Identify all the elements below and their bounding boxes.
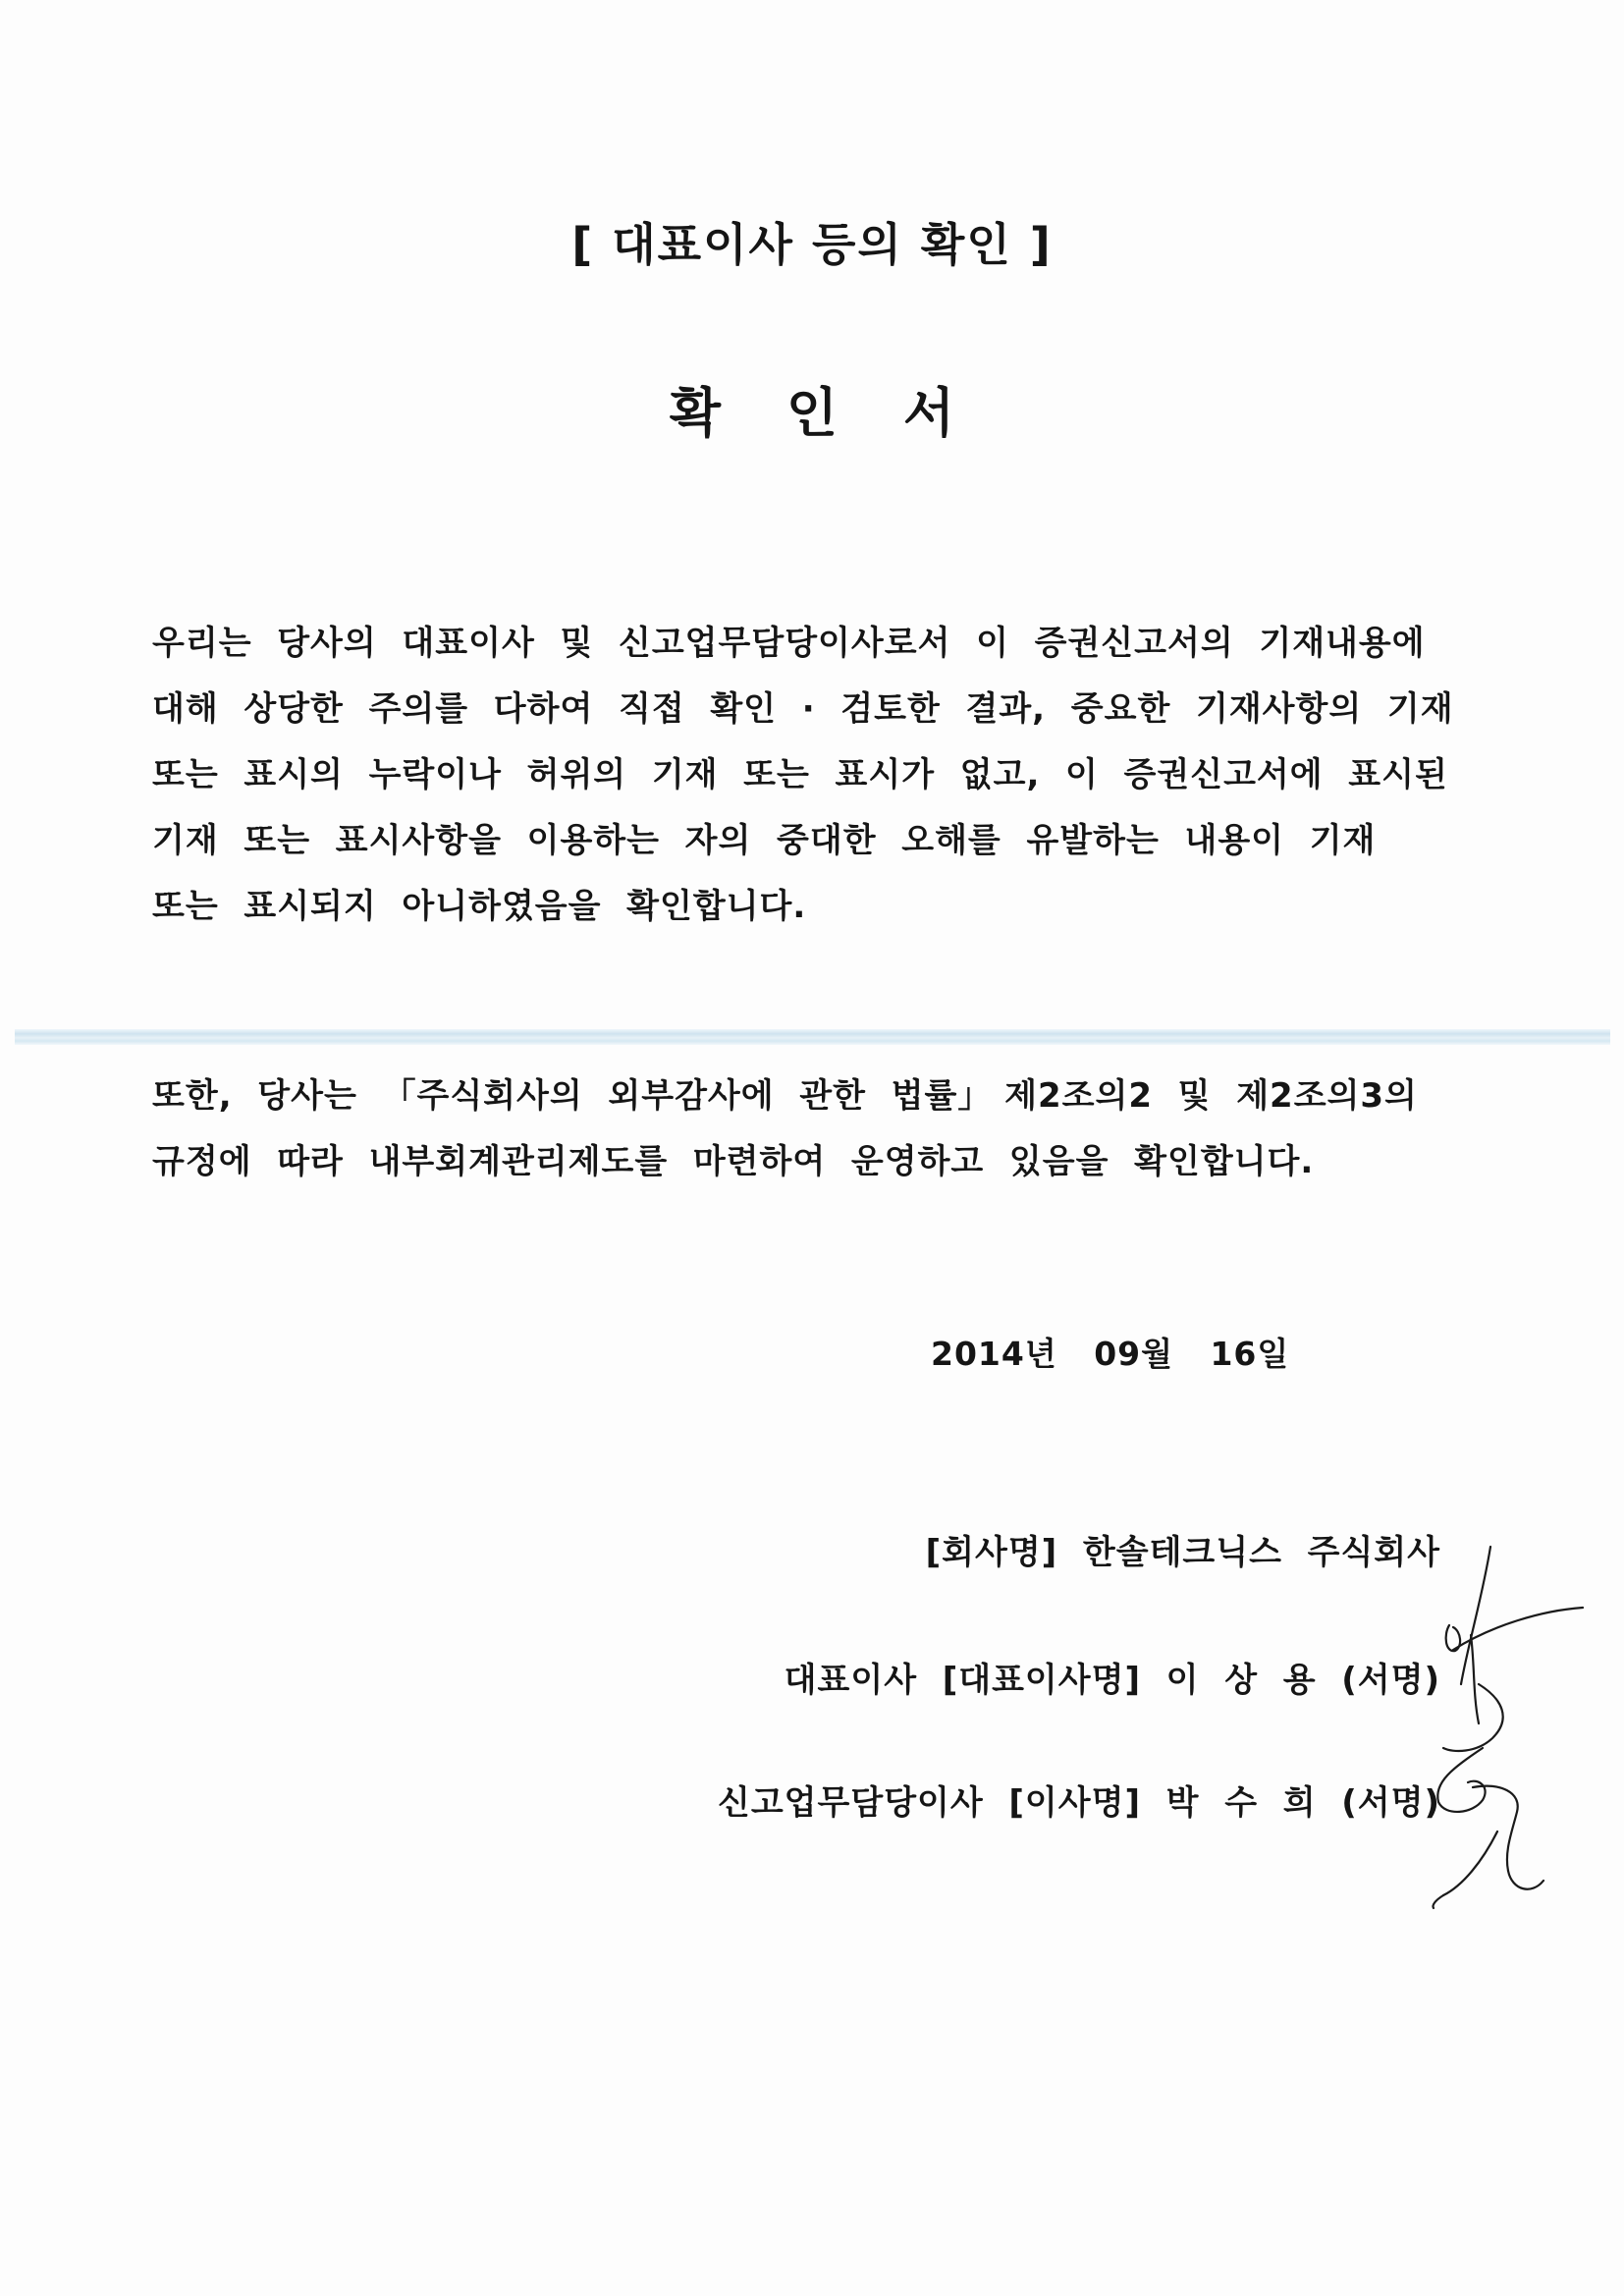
document-title bbox=[0, 371, 1624, 447]
handwritten-signature bbox=[1414, 1537, 1591, 1920]
internal-control-paragraph bbox=[152, 1064, 1527, 1195]
paragraph-line: 또한, 당사는 「주식회사의 외부감사에 관한 법률」 제2조의2 및 제2조의3의 bbox=[152, 1076, 1418, 1116]
scan-artifact-divider bbox=[15, 1029, 1610, 1045]
paragraph-line: 기재 또는 표시사항을 이용하는 자의 중대한 오해를 유발하는 내용이 기재 bbox=[152, 821, 1377, 860]
paragraph-line: 규정에 따라 내부회계관리제도를 마련하여 운영하고 있음을 확인합니다. bbox=[152, 1142, 1315, 1181]
title-char: 확 bbox=[669, 382, 722, 444]
confirmation-paragraph bbox=[152, 611, 1527, 940]
title-char: 인 bbox=[785, 382, 839, 444]
title-char: 서 bbox=[902, 382, 955, 444]
document-date: 2014년 09월 16일 bbox=[931, 1335, 1290, 1373]
paragraph-line: 또는 표시의 누락이나 허위의 기재 또는 표시가 없고, 이 증권신고서에 표시된 bbox=[152, 755, 1448, 794]
company-name-line: [회사명] 한솔테크닉스 주식회사 bbox=[925, 1533, 1440, 1572]
officer-signature-line: 신고업무담당이사 [이사명] 박 수 희 (서명) bbox=[717, 1783, 1440, 1823]
document-heading: [ 대표이사 등의 확인 ] bbox=[571, 218, 1053, 271]
ceo-signature-line: 대표이사 [대표이사명] 이 상 용 (서명) bbox=[784, 1661, 1440, 1700]
paragraph-line: 우리는 당사의 대표이사 및 신고업무담당이사로서 이 증권신고서의 기재내용에 bbox=[152, 624, 1426, 663]
paragraph-line: 대해 상당한 주의를 다하여 직접 확인 · 검토한 결과, 중요한 기재사항의 기재 bbox=[152, 689, 1454, 729]
paragraph-line: 또는 표시되지 아니하였음을 확인합니다. bbox=[152, 887, 807, 926]
